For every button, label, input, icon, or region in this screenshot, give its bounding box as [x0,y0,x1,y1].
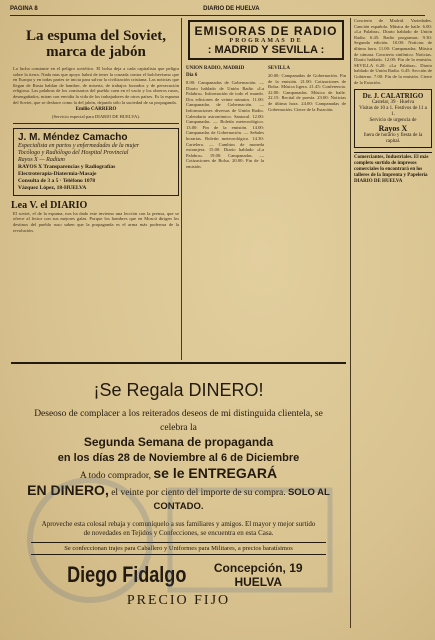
ad-cash: SOLO AL CONTADO. [153,487,330,512]
article-body-2: El soviet, el de la espuma, nos ha dado este invierno una lección con la prensa, que se ofrece al lector con sus mejores galas. Porque los hombres que en Moscú dirigen los destinos del pueblo ruso saben que la propaganda es el arma más poderosa de la revolución. [13,210,179,233]
printing-notice: Comerciantes, Industriales. El más completo surtido de impresos comerciales lo encontrará en los talleres de la Imprenta y Papelería DIARIO DE HUELVA [354,152,432,185]
doctor-service: Servicio de urgencia de [369,118,417,124]
article-body: La lucha constante en el peligro soviético. El bolsa deja a cada capitalista que peligra sobre la tierra. Nada mas que apoyo habrá de tener la cruzada contra el bolchevismo que en Europa y en todas partes se inicia para salvar la civilización cristiana. Las noticias que llegan de Rusia hablan de hambre, de miseria, de trabajos forzados y de persecución religiosa. Las palabras de los comisarios del pueblo caen en el vacío y los obreros rusos, desengañados, miran con envidia la vida de los trabajadores de otros países. Es la espuma del Soviet, que se deshace como la del jabón, dejando sólo la suciedad de su propaganda. [13,66,179,105]
ad-small-text: Aproveche esta colosal rebaja y comuníquelo a sus familiares y amigos. El mayor y mejor surtido de novedades en Tejidos y Confecciones, se encuentra en esta Casa. [41,520,316,537]
radio-subtitle: PROGRAMAS DE [229,38,303,44]
ad-week: Segunda Semana de propaganda [83,435,274,449]
precio-fijo: PRECIO FIJO [126,593,231,608]
ad-emphasis: EN DINERO, [27,482,109,498]
page-number: PAGINA 8 [10,6,38,12]
station-day: Día 6 [186,73,198,78]
ad-text: Deseoso de complacer a los reiterados deseos de mi distinguida clientela, se celebra la [34,409,323,433]
station-program: 20.00: Campanadas de Gobernación. Fin de la emisión. 21.00: Cotizaciones de Bolsa. Música ligera. 21.45: Conferencia. 22.00: Campanadas. Música de baile. 22.15: Recital de poesía. 23.00: Noticias de última hora. 24.00: Campanadas de Gobernación. Cierre de la Estación. [268,73,346,112]
radio-title: EMISORAS DE RADIO [194,24,338,38]
article-credit: (Servicio especial para DIARIO DE HUELVA). [51,114,141,120]
station-program: 8.00: Campanadas de Gobernación. — Diario hablado de Unión Radio «La Palabra». Información de todo el mundo. Dos ediciones de veinte minutos. 11.00: Campanadas de Gobernación. — Informaciones diversas de Unión Radio. Calendario astronómico. Santoral. 12.00: Campanadas. — Boletín meteorológico. 13.00: Fin de la emisión. 14.00: Campanadas de Gobernación. — Señales horarias. Boletín meteorológico. 14.30: Cartelera. — Cambios de moneda extranjera. 15.00: Diario hablado «La Palabra». 19.00: Campanadas. — Cotizaciones de Bolsa. 20.00: Fin de la emisión. [186,80,264,169]
doctor-address: Vázquez López, 18-HUELVA [18,184,87,191]
station-name: UNION RADIO, MADRID [186,66,245,71]
doctor-line: Tocólogo y Radiólogo del Hospital Provincial [18,149,129,156]
doctor-hours: Visitas de 10 a 1. Festivos de 11 a 1. [359,106,427,118]
paper-name: DIARIO DE HUELVA [203,6,260,12]
ad-bar: Se confeccionan trajes para Caballero y Uniformes para Militares, a precios baratísimos [31,542,326,555]
ad-text: el veinte por ciento del importe de su compra. [111,488,286,498]
radio-section [186,18,346,360]
shop-city: HUELVA [234,575,282,589]
divider [13,123,179,124]
doctor-rayos: Rayos X [378,124,408,134]
doctor-note: fuera de horario y fiesta de la capital. [363,133,423,145]
ad-text: A todo comprador, [79,471,152,481]
lea-diario: Lea V. el DIARIO [11,199,88,211]
doctor-ad [13,128,179,196]
doctor-line: Rayos X — Radium [18,156,65,163]
doctor-address: Castelar, 39 · Huelva [371,100,415,106]
doctor-line: Especialista en partos y enfermedades de la mujer [18,142,140,149]
radio-cities: : MADRID Y SEVILLA : [207,44,325,56]
ad-footer [11,561,346,589]
doctor-service: Electroterapia-Diatermia-Masaje [18,170,97,177]
article-title: La espuma del Soviet, marca de jabón [25,28,166,60]
ad-intro [25,407,332,514]
ad-dates: en los días 28 de Noviembre al 6 de Diciembre [57,452,300,464]
ad-headline: ¡Se Regala DINERO! [93,380,264,400]
radio-heading-box [188,20,344,60]
diego-fidalgo-ad [11,362,346,630]
radio-columns [186,64,346,170]
article-signature: Emilio CARRERO [75,107,117,113]
station-name: SEVILLA [268,66,290,71]
page-header [10,3,425,16]
doctor-name: Dr. J. CALATRIGO [362,92,424,101]
right-radio-text: Concierto de Madrid. Variedades. Canción española. Música de baile. 6.00: «La Palabra». Diario hablado de Unión Radio. 6.45: Radio programas. 9.30: Segunda edición. 10.00: Noticias de última hora. 11.00: Campanadas. Música de cámara. Concierto sinfónico. Noticias. Diario hablado. 12.00: Fin de la emisión. SEVILLA 6.20: «La Palabra». Diario hablado de Unión Radio. 6.45: Sección de Gobierno. 7.00: Fin de la emisión. Cierre de la Estación. [354,18,432,85]
doctor-name: J. M. Méndez Camacho [18,131,128,143]
doctor-calatrigo-ad [354,89,432,148]
ad-emphasis: se le ENTREGARÁ [153,465,278,481]
shop-address [214,561,303,589]
left-column [11,18,182,360]
shop-street: Concepción, 19 [213,561,303,575]
radio-column-sevilla [268,64,346,170]
radio-column-madrid [186,64,264,170]
right-column [350,18,432,628]
doctor-service: RAYOS X Transparencias y Radiografías [18,163,116,170]
doctor-consulta: Consulta de 3 a 5 · Teléfono 1078 [18,177,96,184]
shop-name: Diego Fidalgo [67,562,187,587]
